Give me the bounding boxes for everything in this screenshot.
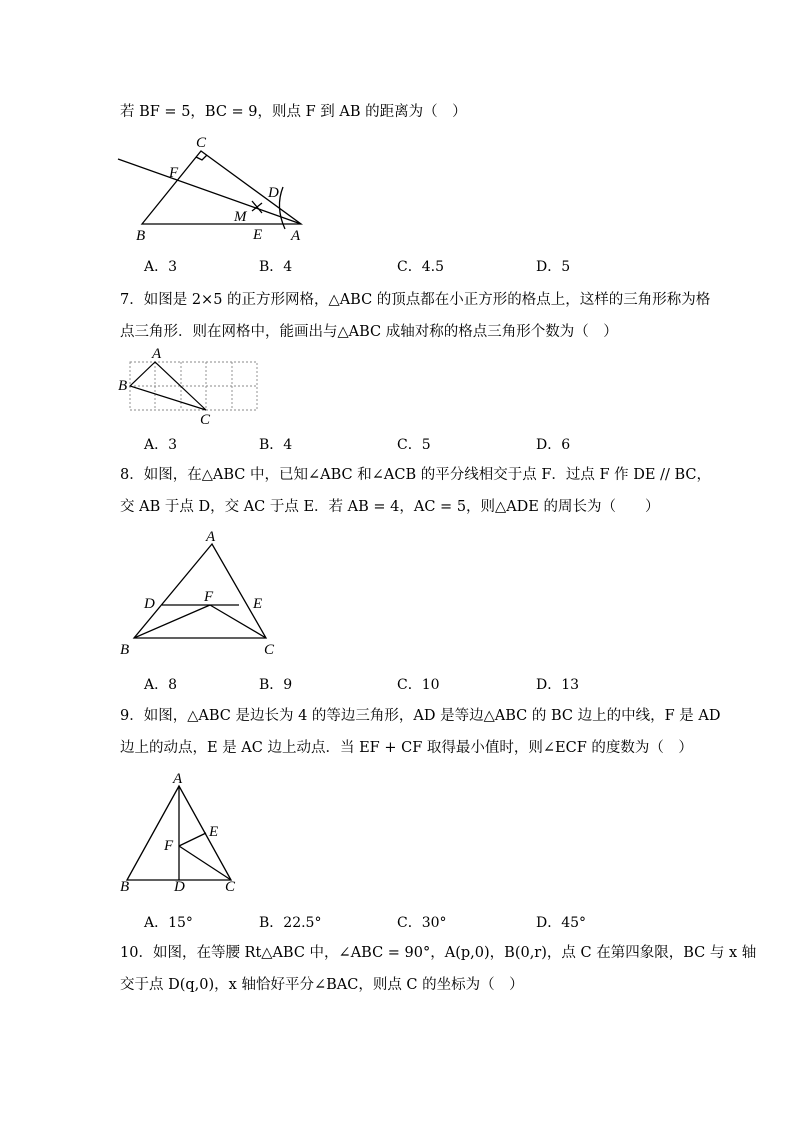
q7-option-b: B．4 xyxy=(259,437,293,453)
q6-label-d: D xyxy=(268,185,279,201)
q9-option-c: C．30° xyxy=(397,915,447,931)
q9-label-a: A xyxy=(173,771,183,787)
q8-label-b: B xyxy=(120,642,130,658)
q9-label-b: B xyxy=(120,879,130,895)
q7-option-a: A．3 xyxy=(144,437,178,453)
q7-option-d: D．6 xyxy=(536,437,571,453)
q8-option-b: B．9 xyxy=(259,677,293,693)
q6-label-f: F xyxy=(169,165,179,181)
q6-label-c: C xyxy=(196,135,207,151)
q7-label-c: C xyxy=(200,412,211,428)
q9-label-e: E xyxy=(209,824,219,840)
q8-text-line2: 交 AB 于点 D，交 AC 于点 E．若 AB = 4，AC = 5，则△ADE 的周长为（ ） xyxy=(120,499,660,515)
q8-option-c: C．10 xyxy=(397,677,440,693)
q8-option-a: A．8 xyxy=(144,677,178,693)
q9-figure xyxy=(118,770,248,895)
q6-option-a: A．3 xyxy=(144,259,178,275)
q6-label-e: E xyxy=(253,227,263,243)
q6-figure xyxy=(118,135,318,245)
q6-label-a: A xyxy=(291,228,301,244)
q7-text-line2: 点三角形．则在网格中，能画出与△ABC 成轴对称的格点三角形个数为（ ） xyxy=(120,324,618,340)
q10-text-line1: 10．如图，在等腰 Rt△ABC 中，∠ABC = 90°，A(p,0)，B(0,r)，点 C 在第四象限，BC 与 x 轴 xyxy=(120,945,757,961)
q7-option-c: C．5 xyxy=(397,437,431,453)
q9-option-a: A．15° xyxy=(144,915,193,931)
q8-label-a: A xyxy=(206,529,216,545)
q6-option-d: D．5 xyxy=(536,259,571,275)
q9-text-line2: 边上的动点，E 是 AC 边上动点．当 EF + CF 取得最小值时，则∠ECF 的度数为（ ） xyxy=(120,740,693,756)
q7-grid-figure xyxy=(116,346,266,428)
q6-label-b: B xyxy=(136,228,146,244)
q9-option-d: D．45° xyxy=(536,915,587,931)
q8-label-c: C xyxy=(264,642,275,658)
q9-option-b: B．22.5° xyxy=(259,915,322,931)
q8-figure xyxy=(118,530,288,660)
q9-label-f: F xyxy=(164,838,174,854)
q6-option-b: B．4 xyxy=(259,259,293,275)
q6-option-c: C．4.5 xyxy=(397,259,444,275)
q8-label-f: F xyxy=(204,589,214,605)
q7-text-line1: 7．如图是 2×5 的正方形网格，△ABC 的顶点都在小正方形的格点上，这样的三角形称为格 xyxy=(120,292,711,308)
q6-label-m: M xyxy=(234,209,247,225)
q8-label-d: D xyxy=(144,596,155,612)
q8-text-line1: 8．如图，在△ABC 中，已知∠ABC 和∠ACB 的平分线相交于点 F．过点 F 作 DE // BC， xyxy=(120,467,711,483)
q9-label-c: C xyxy=(225,879,236,895)
q8-option-d: D．13 xyxy=(536,677,580,693)
q9-text-line1: 9．如图，△ABC 是边长为 4 的等边三角形，AD 是等边△ABC 的 BC 边上的中线，F 是 AD xyxy=(120,708,721,724)
q8-label-e: E xyxy=(253,596,263,612)
q6-text-line1: 若 BF = 5，BC = 9，则点 F 到 AB 的距离为（ ） xyxy=(120,104,467,120)
q7-label-b: B xyxy=(118,378,128,394)
q10-text-line2: 交于点 D(q,0)，x 轴恰好平分∠BAC，则点 C 的坐标为（ ） xyxy=(120,977,524,993)
q9-label-d: D xyxy=(174,879,185,895)
q7-label-a: A xyxy=(152,346,162,362)
